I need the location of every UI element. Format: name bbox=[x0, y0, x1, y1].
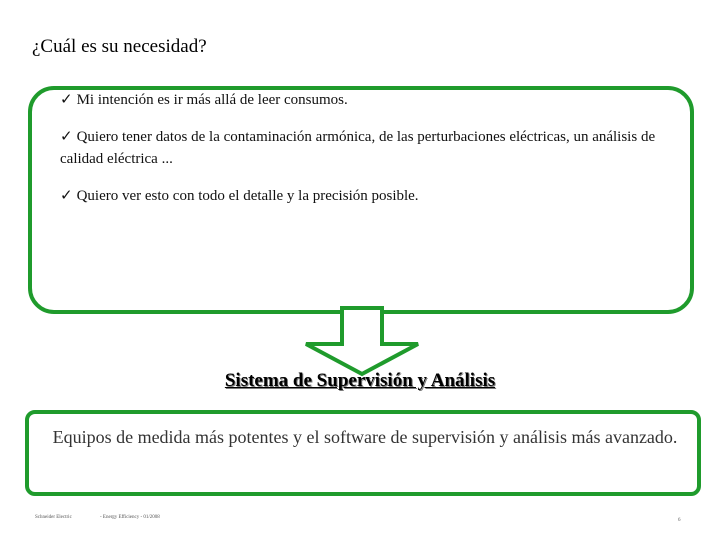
checkmark-icon: ✓ bbox=[60, 186, 73, 204]
solution-box bbox=[25, 410, 701, 496]
bullet-text: Quiero ver esto con todo el detalle y la precisión posible. bbox=[76, 188, 419, 204]
bullet-text: Mi intención es ir más allá de leer consumos. bbox=[76, 92, 348, 108]
list-item bbox=[60, 184, 690, 207]
system-title: Sistema de Supervisión y Análisis bbox=[224, 370, 496, 391]
needs-list bbox=[60, 88, 690, 221]
solution-text: Equipos de medida más potentes y el software de supervisión y análisis más avanzado. bbox=[52, 427, 678, 447]
footer-info: - Energy Efficiency - 01/2008 bbox=[100, 515, 160, 520]
checkmark-icon: ✓ bbox=[60, 127, 73, 145]
footer-company: Schneider Electric bbox=[35, 515, 72, 520]
slide-title: ¿Cuál es su necesidad? bbox=[32, 36, 207, 57]
page-number: 6 bbox=[678, 518, 681, 523]
list-item bbox=[60, 88, 690, 111]
bullet-text: Quiero tener datos de la contaminación armónica, de las perturbaciones eléctricas, un análisis de calidad eléctrica ... bbox=[60, 129, 656, 167]
down-arrow-icon bbox=[300, 306, 424, 378]
list-item bbox=[60, 125, 690, 170]
checkmark-icon: ✓ bbox=[60, 90, 73, 108]
